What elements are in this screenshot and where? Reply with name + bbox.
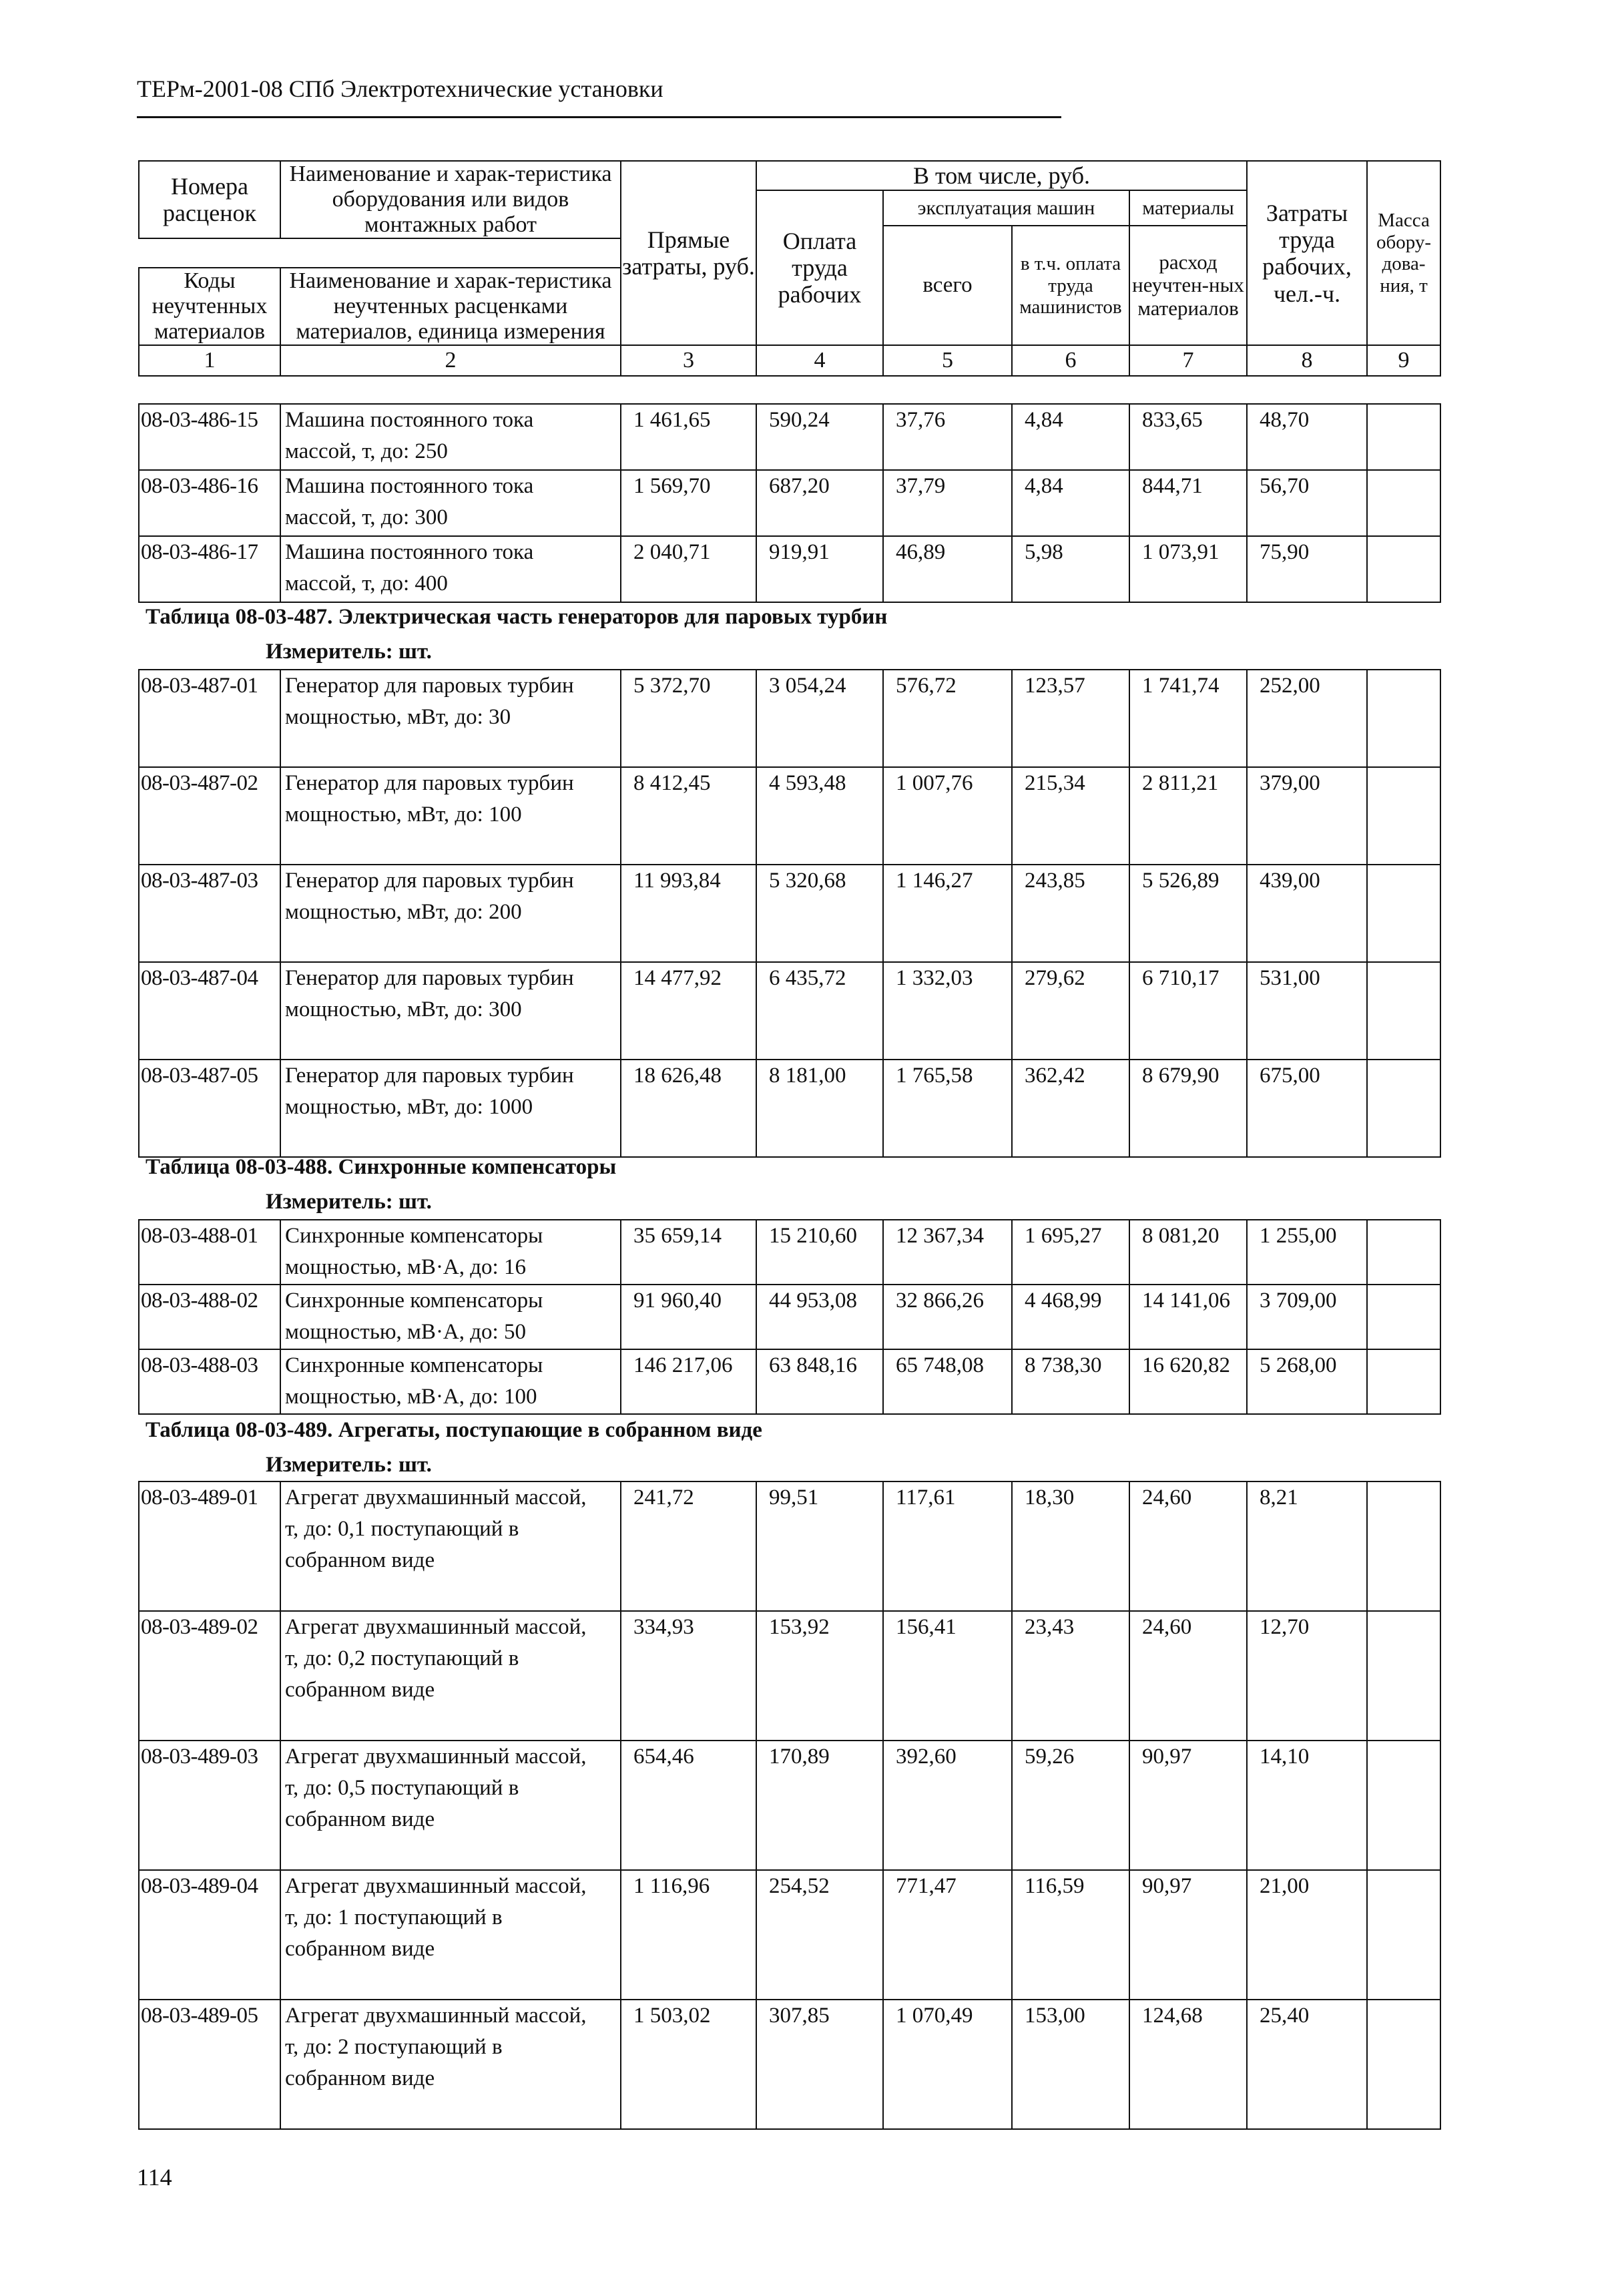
rate-code: 08-03-489-02 (139, 1611, 280, 1741)
header-including-group: В том числе, руб. (756, 161, 1247, 190)
description-line: массой, т, до: 250 (285, 439, 448, 463)
description-line: т, до: 1 поступающий в (285, 1905, 503, 1929)
table-row (139, 670, 1440, 767)
machine-total-cell: 117,61 (883, 1481, 1012, 1611)
direct-costs-cell: 18 626,48 (621, 1060, 756, 1157)
description-line: Агрегат двухмашинный массой, (285, 1874, 587, 1898)
description-line: собранном виде (285, 1807, 435, 1831)
labor-hours-cell: 48,70 (1247, 404, 1367, 470)
description-line: мощностью, мВт, до: 200 (285, 900, 522, 924)
column-number: 7 (1129, 345, 1247, 376)
materials-cell: 833,65 (1129, 404, 1247, 470)
table-row (139, 404, 1440, 470)
operator-pay-cell: 5,98 (1012, 536, 1129, 602)
header-labor-hours: Затраты труда рабочих, чел.-ч. (1247, 161, 1367, 345)
table-row (139, 1741, 1440, 1870)
table-row (139, 536, 1440, 602)
header-name-top: Наименование и харак-теристика оборудования или видов монтажных работ (280, 161, 621, 238)
table-row (139, 865, 1440, 962)
running-header: ТЕРм-2001-08 СПб Электротехнические установки (137, 75, 663, 102)
labor-hours-cell: 252,00 (1247, 670, 1367, 767)
mass-cell (1367, 1220, 1440, 1285)
labor-hours-cell: 675,00 (1247, 1060, 1367, 1157)
labor-pay-cell: 307,85 (756, 2000, 883, 2129)
rate-code: 08-03-488-01 (139, 1220, 280, 1285)
direct-costs-cell: 1 461,65 (621, 404, 756, 470)
machine-total-cell: 1 146,27 (883, 865, 1012, 962)
direct-costs-cell: 91 960,40 (621, 1285, 756, 1349)
description-line: Синхронные компенсаторы (285, 1353, 543, 1377)
description-line: Генератор для паровых турбин (285, 674, 574, 698)
labor-hours-cell: 379,00 (1247, 767, 1367, 865)
rate-code: 08-03-488-02 (139, 1285, 280, 1349)
materials-cell: 1 741,74 (1129, 670, 1247, 767)
labor-pay-cell: 99,51 (756, 1481, 883, 1611)
materials-cell: 5 526,89 (1129, 865, 1247, 962)
machine-total-cell: 46,89 (883, 536, 1012, 602)
column-number: 2 (280, 345, 621, 376)
description-line: Синхронные компенсаторы (285, 1289, 543, 1313)
direct-costs-cell: 1 569,70 (621, 470, 756, 536)
labor-pay-cell: 8 181,00 (756, 1060, 883, 1157)
operator-pay-cell: 215,34 (1012, 767, 1129, 865)
work-description (280, 1220, 621, 1285)
description-line: Агрегат двухмашинный массой, (285, 2004, 587, 2028)
labor-pay-cell: 15 210,60 (756, 1220, 883, 1285)
table-487 (138, 669, 1441, 1158)
work-description (280, 1741, 621, 1870)
mass-cell (1367, 404, 1440, 470)
header-operator-pay: в т.ч. оплата труда машинистов (1012, 226, 1129, 345)
direct-costs-cell: 334,93 (621, 1611, 756, 1741)
description-line: собранном виде (285, 1678, 435, 1702)
operator-pay-cell: 1 695,27 (1012, 1220, 1129, 1285)
labor-hours-cell: 75,90 (1247, 536, 1367, 602)
description-line: мощностью, мВ·А, до: 100 (285, 1385, 537, 1409)
operator-pay-cell: 123,57 (1012, 670, 1129, 767)
materials-cell: 90,97 (1129, 1741, 1247, 1870)
labor-pay-cell: 590,24 (756, 404, 883, 470)
labor-hours-cell: 5 268,00 (1247, 1349, 1367, 1414)
mass-cell (1367, 2000, 1440, 2129)
materials-cell: 2 811,21 (1129, 767, 1247, 865)
description-line: мощностью, мВт, до: 30 (285, 705, 511, 729)
description-line: Генератор для паровых турбин (285, 966, 574, 990)
column-number: 8 (1247, 345, 1367, 376)
work-description (280, 1870, 621, 2000)
description-line: т, до: 0,1 поступающий в (285, 1517, 519, 1541)
rate-code: 08-03-486-15 (139, 404, 280, 470)
description-line: Агрегат двухмашинный массой, (285, 1745, 587, 1769)
direct-costs-cell: 2 040,71 (621, 536, 756, 602)
table-489-title: Таблица 08-03-489. Агрегаты, поступающие в собранном виде (146, 1418, 762, 1442)
labor-hours-cell: 21,00 (1247, 1870, 1367, 2000)
table-row (139, 1349, 1440, 1414)
description-line: т, до: 0,2 поступающий в (285, 1646, 519, 1670)
operator-pay-cell: 18,30 (1012, 1481, 1129, 1611)
description-line: мощностью, мВ·А, до: 16 (285, 1255, 526, 1279)
rate-code: 08-03-489-05 (139, 2000, 280, 2129)
machine-total-cell: 37,79 (883, 470, 1012, 536)
operator-pay-cell: 23,43 (1012, 1611, 1129, 1741)
labor-pay-cell: 5 320,68 (756, 865, 883, 962)
description-line: т, до: 2 поступающий в (285, 2035, 503, 2059)
machine-total-cell: 65 748,08 (883, 1349, 1012, 1414)
rate-code: 08-03-487-01 (139, 670, 280, 767)
rate-code: 08-03-488-03 (139, 1349, 280, 1414)
rate-code: 08-03-487-02 (139, 767, 280, 865)
materials-cell: 6 710,17 (1129, 962, 1247, 1060)
direct-costs-cell: 8 412,45 (621, 767, 756, 865)
labor-hours-cell: 1 255,00 (1247, 1220, 1367, 1285)
materials-cell: 16 620,82 (1129, 1349, 1247, 1414)
labor-hours-cell: 25,40 (1247, 2000, 1367, 2129)
machine-total-cell: 1 765,58 (883, 1060, 1012, 1157)
work-description (280, 470, 621, 536)
work-description (280, 2000, 621, 2129)
direct-costs-cell: 5 372,70 (621, 670, 756, 767)
description-line: мощностью, мВт, до: 1000 (285, 1095, 533, 1119)
direct-costs-cell: 146 217,06 (621, 1349, 756, 1414)
mass-cell (1367, 865, 1440, 962)
description-line: собранном виде (285, 1937, 435, 1961)
rate-code: 08-03-486-17 (139, 536, 280, 602)
labor-pay-cell: 153,92 (756, 1611, 883, 1741)
description-line: Агрегат двухмашинный массой, (285, 1615, 587, 1639)
header-rule (137, 116, 1061, 118)
header-labor-pay: Оплата труда рабочих (756, 190, 883, 345)
mass-cell (1367, 1870, 1440, 2000)
column-number: 9 (1367, 345, 1440, 376)
work-description (280, 767, 621, 865)
rate-code: 08-03-487-04 (139, 962, 280, 1060)
description-line: Агрегат двухмашинный массой, (285, 1485, 587, 1510)
description-line: массой, т, до: 400 (285, 571, 448, 596)
materials-cell: 8 081,20 (1129, 1220, 1247, 1285)
header-direct-costs: Прямые затраты, руб. (621, 161, 756, 345)
mass-cell (1367, 470, 1440, 536)
table-487-title: Таблица 08-03-487. Электрическая часть генераторов для паровых турбин (146, 605, 888, 629)
direct-costs-cell: 14 477,92 (621, 962, 756, 1060)
operator-pay-cell: 279,62 (1012, 962, 1129, 1060)
machine-total-cell: 37,76 (883, 404, 1012, 470)
machine-total-cell: 576,72 (883, 670, 1012, 767)
work-description (280, 865, 621, 962)
table-488-title: Таблица 08-03-488. Синхронные компенсаторы (146, 1155, 617, 1179)
mass-cell (1367, 962, 1440, 1060)
direct-costs-cell: 11 993,84 (621, 865, 756, 962)
description-line: Машина постоянного тока (285, 540, 534, 564)
description-line: мощностью, мВт, до: 300 (285, 997, 522, 1021)
machine-total-cell: 1 070,49 (883, 2000, 1012, 2129)
direct-costs-cell: 1 116,96 (621, 1870, 756, 2000)
materials-cell: 24,60 (1129, 1611, 1247, 1741)
description-line: Машина постоянного тока (285, 474, 534, 498)
work-description (280, 404, 621, 470)
operator-pay-cell: 116,59 (1012, 1870, 1129, 2000)
direct-costs-cell: 654,46 (621, 1741, 756, 1870)
description-line: мощностью, мВ·А, до: 50 (285, 1320, 526, 1344)
column-header-table (138, 160, 1441, 377)
mass-cell (1367, 536, 1440, 602)
mass-cell (1367, 1741, 1440, 1870)
labor-pay-cell: 63 848,16 (756, 1349, 883, 1414)
table-489-unit: Измеритель: шт. (266, 1453, 432, 1477)
page-number: 114 (137, 2164, 172, 2191)
machine-total-cell: 392,60 (883, 1741, 1012, 1870)
labor-hours-cell: 8,21 (1247, 1481, 1367, 1611)
description-line: т, до: 0,5 поступающий в (285, 1776, 519, 1800)
materials-cell: 14 141,06 (1129, 1285, 1247, 1349)
labor-pay-cell: 44 953,08 (756, 1285, 883, 1349)
table-row (139, 1481, 1440, 1611)
machine-total-cell: 12 367,34 (883, 1220, 1012, 1285)
operator-pay-cell: 59,26 (1012, 1741, 1129, 1870)
work-description (280, 1349, 621, 1414)
machine-total-cell: 156,41 (883, 1611, 1012, 1741)
table-488-unit: Измеритель: шт. (266, 1190, 432, 1214)
rate-code: 08-03-487-03 (139, 865, 280, 962)
labor-pay-cell: 687,20 (756, 470, 883, 536)
labor-hours-cell: 56,70 (1247, 470, 1367, 536)
labor-pay-cell: 170,89 (756, 1741, 883, 1870)
work-description (280, 962, 621, 1060)
labor-hours-cell: 531,00 (1247, 962, 1367, 1060)
description-line: собранном виде (285, 2066, 435, 2090)
table-row (139, 1870, 1440, 2000)
table-row (139, 1285, 1440, 1349)
machine-total-cell: 1 007,76 (883, 767, 1012, 865)
materials-cell: 1 073,91 (1129, 536, 1247, 602)
rate-code: 08-03-487-05 (139, 1060, 280, 1157)
table-row (139, 2000, 1440, 2129)
labor-hours-cell: 14,10 (1247, 1741, 1367, 1870)
description-line: Машина постоянного тока (285, 408, 534, 432)
header-unaccounted-materials: расход неучтен-ных материалов (1129, 226, 1247, 345)
table-486-continuation (138, 403, 1441, 603)
description-line: массой, т, до: 300 (285, 505, 448, 529)
mass-cell (1367, 1349, 1440, 1414)
table-489 (138, 1481, 1441, 2130)
labor-hours-cell: 3 709,00 (1247, 1285, 1367, 1349)
labor-pay-cell: 254,52 (756, 1870, 883, 2000)
column-number: 3 (621, 345, 756, 376)
header-machine-operation: эксплуатация машин (883, 190, 1129, 226)
header-codes-bottom: Коды неучтенных материалов (139, 268, 280, 345)
labor-hours-cell: 12,70 (1247, 1611, 1367, 1741)
description-line: Генератор для паровых турбин (285, 1064, 574, 1088)
table-487-unit: Измеритель: шт. (266, 640, 432, 664)
labor-pay-cell: 919,91 (756, 536, 883, 602)
table-row (139, 1611, 1440, 1741)
materials-cell: 24,60 (1129, 1481, 1247, 1611)
labor-pay-cell: 3 054,24 (756, 670, 883, 767)
materials-cell: 90,97 (1129, 1870, 1247, 2000)
mass-cell (1367, 1481, 1440, 1611)
machine-total-cell: 1 332,03 (883, 962, 1012, 1060)
mass-cell (1367, 1611, 1440, 1741)
table-row (139, 767, 1440, 865)
description-line: Генератор для паровых турбин (285, 869, 574, 893)
materials-cell: 844,71 (1129, 470, 1247, 536)
table-row (139, 470, 1440, 536)
materials-cell: 124,68 (1129, 2000, 1247, 2129)
operator-pay-cell: 4,84 (1012, 404, 1129, 470)
description-line: собранном виде (285, 1548, 435, 1572)
mass-cell (1367, 1285, 1440, 1349)
work-description (280, 1285, 621, 1349)
rate-code: 08-03-489-04 (139, 1870, 280, 2000)
work-description (280, 1481, 621, 1611)
rate-code: 08-03-486-16 (139, 470, 280, 536)
header-machine-total: всего (883, 226, 1012, 345)
header-materials: материалы (1129, 190, 1247, 226)
labor-hours-cell: 439,00 (1247, 865, 1367, 962)
table-488 (138, 1219, 1441, 1415)
direct-costs-cell: 241,72 (621, 1481, 756, 1611)
materials-cell: 8 679,90 (1129, 1060, 1247, 1157)
column-number: 1 (139, 345, 280, 376)
work-description (280, 670, 621, 767)
description-line: Синхронные компенсаторы (285, 1224, 543, 1248)
direct-costs-cell: 1 503,02 (621, 2000, 756, 2129)
operator-pay-cell: 362,42 (1012, 1060, 1129, 1157)
mass-cell (1367, 670, 1440, 767)
rate-code: 08-03-489-03 (139, 1741, 280, 1870)
rate-code: 08-03-489-01 (139, 1481, 280, 1611)
labor-pay-cell: 6 435,72 (756, 962, 883, 1060)
table-row (139, 962, 1440, 1060)
description-line: Генератор для паровых турбин (285, 771, 574, 795)
work-description (280, 536, 621, 602)
header-name-bottom: Наименование и харак-теристика неучтенных расценками материалов, единица измерения (280, 268, 621, 345)
labor-pay-cell: 4 593,48 (756, 767, 883, 865)
operator-pay-cell: 8 738,30 (1012, 1349, 1129, 1414)
machine-total-cell: 32 866,26 (883, 1285, 1012, 1349)
header-equipment-mass: Масса обору-дова-ния, т (1367, 161, 1440, 345)
machine-total-cell: 771,47 (883, 1870, 1012, 2000)
operator-pay-cell: 153,00 (1012, 2000, 1129, 2129)
column-number: 6 (1012, 345, 1129, 376)
work-description (280, 1060, 621, 1157)
operator-pay-cell: 4,84 (1012, 470, 1129, 536)
description-line: мощностью, мВт, до: 100 (285, 803, 522, 827)
column-number: 4 (756, 345, 883, 376)
operator-pay-cell: 4 468,99 (1012, 1285, 1129, 1349)
table-row (139, 1060, 1440, 1157)
operator-pay-cell: 243,85 (1012, 865, 1129, 962)
header-codes-top: Номера расценок (139, 161, 280, 238)
mass-cell (1367, 1060, 1440, 1157)
work-description (280, 1611, 621, 1741)
direct-costs-cell: 35 659,14 (621, 1220, 756, 1285)
column-number: 5 (883, 345, 1012, 376)
table-row (139, 1220, 1440, 1285)
mass-cell (1367, 767, 1440, 865)
